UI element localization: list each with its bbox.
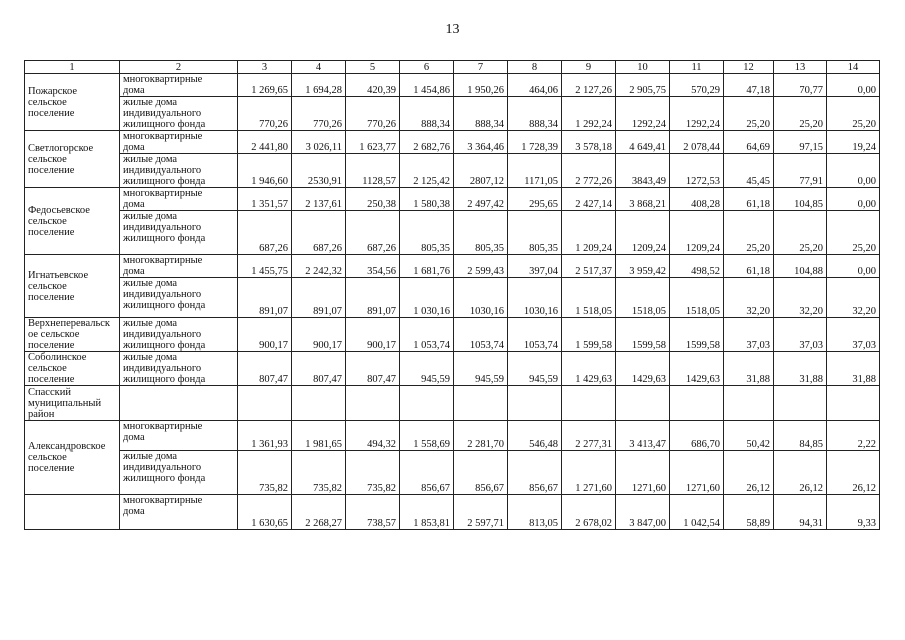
value-cell: 1 351,57 <box>238 188 292 211</box>
value-cell: 3 026,11 <box>292 131 346 154</box>
housing-type-label: многоквартирные дома <box>123 131 203 153</box>
value-cell: 945,59 <box>508 352 562 386</box>
value-cell <box>562 386 616 421</box>
value-cell: 687,26 <box>238 211 292 255</box>
value-cell: 464,06 <box>508 74 562 97</box>
value-cell: 1 030,16 <box>400 278 454 318</box>
value-cell: 25,20 <box>774 211 827 255</box>
value-cell: 32,20 <box>774 278 827 318</box>
header-row <box>25 61 880 74</box>
value-cell: 2 127,26 <box>562 74 616 97</box>
value-cell: 2 441,80 <box>238 131 292 154</box>
value-cell: 1 981,65 <box>292 421 346 451</box>
value-cell: 26,12 <box>827 451 880 495</box>
value-cell: 1030,16 <box>508 278 562 318</box>
value-cell: 25,20 <box>724 211 774 255</box>
value-cell: 354,56 <box>346 255 400 278</box>
value-cell: 408,28 <box>670 188 724 211</box>
value-cell: 0,00 <box>827 255 880 278</box>
value-cell: 945,59 <box>454 352 508 386</box>
value-cell: 1 454,86 <box>400 74 454 97</box>
value-cell <box>346 386 400 421</box>
table-row <box>25 154 880 188</box>
value-cell: 3 868,21 <box>616 188 670 211</box>
value-cell: 2 078,44 <box>670 131 724 154</box>
value-cell: 31,88 <box>774 352 827 386</box>
column-header: 12 <box>724 61 774 74</box>
column-header: 5 <box>346 61 400 74</box>
value-cell: 26,12 <box>724 451 774 495</box>
value-cell: 735,82 <box>292 451 346 495</box>
value-cell: 1 681,76 <box>400 255 454 278</box>
housing-type-cell <box>120 318 238 352</box>
column-header: 1 <box>25 61 120 74</box>
value-cell: 58,89 <box>724 495 774 530</box>
table-row <box>25 188 880 211</box>
settlement-name: Федосьевское сельское поселение <box>25 188 120 255</box>
value-cell: 420,39 <box>346 74 400 97</box>
value-cell: 19,24 <box>827 131 880 154</box>
column-header: 7 <box>454 61 508 74</box>
value-cell <box>508 386 562 421</box>
value-cell: 738,57 <box>346 495 400 530</box>
table-row <box>25 131 880 154</box>
value-cell: 1 429,63 <box>562 352 616 386</box>
value-cell: 1518,05 <box>670 278 724 318</box>
value-cell: 37,03 <box>774 318 827 352</box>
housing-type-cell <box>120 154 238 188</box>
value-cell: 9,33 <box>827 495 880 530</box>
value-cell: 805,35 <box>400 211 454 255</box>
value-cell: 494,32 <box>346 421 400 451</box>
value-cell: 1171,05 <box>508 154 562 188</box>
value-cell: 888,34 <box>400 97 454 131</box>
value-cell: 1 623,77 <box>346 131 400 154</box>
value-cell: 735,82 <box>346 451 400 495</box>
value-cell: 1 694,28 <box>292 74 346 97</box>
table-row <box>25 97 880 131</box>
value-cell: 2 137,61 <box>292 188 346 211</box>
settlement-name <box>25 495 120 530</box>
column-header: 8 <box>508 61 562 74</box>
value-cell: 84,85 <box>774 421 827 451</box>
housing-type-cell <box>120 495 238 530</box>
housing-type-cell <box>120 278 238 318</box>
value-cell: 50,42 <box>724 421 774 451</box>
value-cell: 45,45 <box>724 154 774 188</box>
value-cell <box>670 386 724 421</box>
table-row <box>25 421 880 451</box>
value-cell: 0,00 <box>827 74 880 97</box>
value-cell: 3 847,00 <box>616 495 670 530</box>
value-cell: 891,07 <box>346 278 400 318</box>
value-cell: 2 427,14 <box>562 188 616 211</box>
value-cell: 2530,91 <box>292 154 346 188</box>
value-cell: 2 268,27 <box>292 495 346 530</box>
value-cell: 1599,58 <box>670 318 724 352</box>
housing-type-cell <box>120 74 238 97</box>
value-cell: 891,07 <box>292 278 346 318</box>
value-cell: 3 578,18 <box>562 131 616 154</box>
value-cell: 1 209,24 <box>562 211 616 255</box>
value-cell: 807,47 <box>346 352 400 386</box>
value-cell: 2 281,70 <box>454 421 508 451</box>
value-cell: 4 649,41 <box>616 131 670 154</box>
value-cell: 770,26 <box>238 97 292 131</box>
settlement-name: Спасский муниципальный район <box>25 386 120 421</box>
housing-type-label: жилые дома индивидуального жилищного фонда <box>123 154 206 187</box>
value-cell: 61,18 <box>724 188 774 211</box>
housing-type-cell <box>120 255 238 278</box>
housing-type-cell <box>120 97 238 131</box>
value-cell: 1 292,24 <box>562 97 616 131</box>
value-cell: 687,26 <box>346 211 400 255</box>
housing-type-label: жилые дома индивидуального жилищного фонда <box>123 451 206 484</box>
value-cell: 3843,49 <box>616 154 670 188</box>
table-row <box>25 255 880 278</box>
value-cell: 64,69 <box>724 131 774 154</box>
value-cell: 94,31 <box>774 495 827 530</box>
value-cell: 250,38 <box>346 188 400 211</box>
value-cell: 31,88 <box>724 352 774 386</box>
value-cell: 1429,63 <box>616 352 670 386</box>
value-cell: 900,17 <box>292 318 346 352</box>
housing-type-label: жилые дома индивидуального жилищного фонда <box>123 211 206 244</box>
housing-type-cell <box>120 352 238 386</box>
value-cell: 3 413,47 <box>616 421 670 451</box>
value-cell: 1271,60 <box>616 451 670 495</box>
value-cell: 805,35 <box>454 211 508 255</box>
value-cell: 813,05 <box>508 495 562 530</box>
value-cell: 1599,58 <box>616 318 670 352</box>
column-header: 2 <box>120 61 238 74</box>
value-cell: 1128,57 <box>346 154 400 188</box>
table-row <box>25 318 880 352</box>
housing-type-label: жилые дома индивидуального жилищного фонда <box>123 278 206 311</box>
value-cell: 104,88 <box>774 255 827 278</box>
value-cell: 1053,74 <box>508 318 562 352</box>
value-cell <box>400 386 454 421</box>
housing-type-label: жилые дома индивидуального жилищного фонда <box>123 318 206 351</box>
value-cell <box>724 386 774 421</box>
housing-type-label: жилые дома индивидуального жилищного фонда <box>123 97 206 130</box>
value-cell: 1429,63 <box>670 352 724 386</box>
value-cell: 1 599,58 <box>562 318 616 352</box>
settlement-name: Пожарское сельское поселение <box>25 74 120 131</box>
value-cell: 888,34 <box>508 97 562 131</box>
value-cell: 31,88 <box>827 352 880 386</box>
column-header: 11 <box>670 61 724 74</box>
value-cell <box>454 386 508 421</box>
settlement-name: Верхнеперевальск ое сельское поселение <box>25 318 120 352</box>
value-cell: 770,26 <box>346 97 400 131</box>
column-header: 4 <box>292 61 346 74</box>
table-row <box>25 278 880 318</box>
value-cell: 61,18 <box>724 255 774 278</box>
value-cell: 1209,24 <box>670 211 724 255</box>
value-cell: 1 630,65 <box>238 495 292 530</box>
housing-type-label: жилые дома индивидуального жилищного фонда <box>123 352 206 385</box>
value-cell: 1 580,38 <box>400 188 454 211</box>
value-cell: 1030,16 <box>454 278 508 318</box>
value-cell: 1 853,81 <box>400 495 454 530</box>
value-cell: 856,67 <box>454 451 508 495</box>
value-cell: 686,70 <box>670 421 724 451</box>
value-cell: 1292,24 <box>616 97 670 131</box>
column-header: 9 <box>562 61 616 74</box>
column-header: 3 <box>238 61 292 74</box>
value-cell: 1292,24 <box>670 97 724 131</box>
value-cell: 37,03 <box>827 318 880 352</box>
housing-type-label: многоквартирные дома <box>123 255 203 277</box>
column-header: 6 <box>400 61 454 74</box>
housing-type-label: многоквартирные дома <box>123 188 203 210</box>
value-cell: 687,26 <box>292 211 346 255</box>
settlement-name: Александровское сельское поселение <box>25 421 120 495</box>
value-cell: 3 364,46 <box>454 131 508 154</box>
tariff-table <box>24 60 880 530</box>
value-cell: 1 558,69 <box>400 421 454 451</box>
value-cell: 2 599,43 <box>454 255 508 278</box>
page-number: 13 <box>445 22 460 37</box>
value-cell <box>827 386 880 421</box>
value-cell: 891,07 <box>238 278 292 318</box>
value-cell: 1 950,26 <box>454 74 508 97</box>
value-cell: 2807,12 <box>454 154 508 188</box>
value-cell: 104,85 <box>774 188 827 211</box>
value-cell: 856,67 <box>508 451 562 495</box>
table-body <box>25 61 880 530</box>
value-cell: 1 361,93 <box>238 421 292 451</box>
value-cell: 2 277,31 <box>562 421 616 451</box>
value-cell: 735,82 <box>238 451 292 495</box>
value-cell: 2 242,32 <box>292 255 346 278</box>
table-row <box>25 451 880 495</box>
value-cell: 47,18 <box>724 74 774 97</box>
column-header: 14 <box>827 61 880 74</box>
table-row <box>25 211 880 255</box>
value-cell: 1518,05 <box>616 278 670 318</box>
column-header: 10 <box>616 61 670 74</box>
value-cell: 1 053,74 <box>400 318 454 352</box>
value-cell: 1 455,75 <box>238 255 292 278</box>
value-cell <box>616 386 670 421</box>
value-cell: 1272,53 <box>670 154 724 188</box>
value-cell: 1 946,60 <box>238 154 292 188</box>
value-cell: 25,20 <box>724 97 774 131</box>
settlement-name: Соболинское сельское поселение <box>25 352 120 386</box>
value-cell <box>292 386 346 421</box>
value-cell: 25,20 <box>827 97 880 131</box>
settlement-name: Светлогорское сельское поселение <box>25 131 120 188</box>
value-cell: 3 959,42 <box>616 255 670 278</box>
housing-type-cell <box>120 188 238 211</box>
value-cell: 32,20 <box>827 278 880 318</box>
value-cell: 1271,60 <box>670 451 724 495</box>
value-cell: 97,15 <box>774 131 827 154</box>
value-cell: 0,00 <box>827 188 880 211</box>
value-cell: 25,20 <box>774 97 827 131</box>
housing-type-label: многоквартирные дома <box>123 421 203 443</box>
value-cell: 1 271,60 <box>562 451 616 495</box>
value-cell: 26,12 <box>774 451 827 495</box>
value-cell: 25,20 <box>827 211 880 255</box>
value-cell: 1053,74 <box>454 318 508 352</box>
value-cell: 2 682,76 <box>400 131 454 154</box>
value-cell: 1 518,05 <box>562 278 616 318</box>
value-cell: 546,48 <box>508 421 562 451</box>
table-row <box>25 495 880 530</box>
value-cell: 856,67 <box>400 451 454 495</box>
value-cell: 570,29 <box>670 74 724 97</box>
column-header: 13 <box>774 61 827 74</box>
value-cell: 70,77 <box>774 74 827 97</box>
value-cell: 2 497,42 <box>454 188 508 211</box>
table-row <box>25 386 880 421</box>
value-cell <box>238 386 292 421</box>
housing-type-cell <box>120 131 238 154</box>
value-cell: 397,04 <box>508 255 562 278</box>
housing-type-label: многоквартирные дома <box>123 495 203 517</box>
value-cell <box>774 386 827 421</box>
housing-type-label: многоквартирные дома <box>123 74 203 96</box>
value-cell: 1 269,65 <box>238 74 292 97</box>
value-cell: 498,52 <box>670 255 724 278</box>
value-cell: 900,17 <box>238 318 292 352</box>
value-cell: 2 678,02 <box>562 495 616 530</box>
table-row <box>25 352 880 386</box>
value-cell: 805,35 <box>508 211 562 255</box>
value-cell: 0,00 <box>827 154 880 188</box>
value-cell: 2 125,42 <box>400 154 454 188</box>
value-cell: 1209,24 <box>616 211 670 255</box>
table-row <box>25 74 880 97</box>
value-cell: 900,17 <box>346 318 400 352</box>
value-cell: 2 772,26 <box>562 154 616 188</box>
value-cell: 295,65 <box>508 188 562 211</box>
value-cell: 807,47 <box>238 352 292 386</box>
value-cell: 32,20 <box>724 278 774 318</box>
value-cell: 945,59 <box>400 352 454 386</box>
value-cell: 37,03 <box>724 318 774 352</box>
value-cell: 2 905,75 <box>616 74 670 97</box>
value-cell: 770,26 <box>292 97 346 131</box>
settlement-name: Игнатьевское сельское поселение <box>25 255 120 318</box>
value-cell: 2 597,71 <box>454 495 508 530</box>
value-cell: 888,34 <box>454 97 508 131</box>
value-cell: 2,22 <box>827 421 880 451</box>
value-cell: 1 042,54 <box>670 495 724 530</box>
value-cell: 77,91 <box>774 154 827 188</box>
housing-type-cell <box>120 386 238 421</box>
value-cell: 1 728,39 <box>508 131 562 154</box>
value-cell: 2 517,37 <box>562 255 616 278</box>
housing-type-cell <box>120 211 238 255</box>
housing-type-cell <box>120 451 238 495</box>
value-cell: 807,47 <box>292 352 346 386</box>
housing-type-cell <box>120 421 238 451</box>
